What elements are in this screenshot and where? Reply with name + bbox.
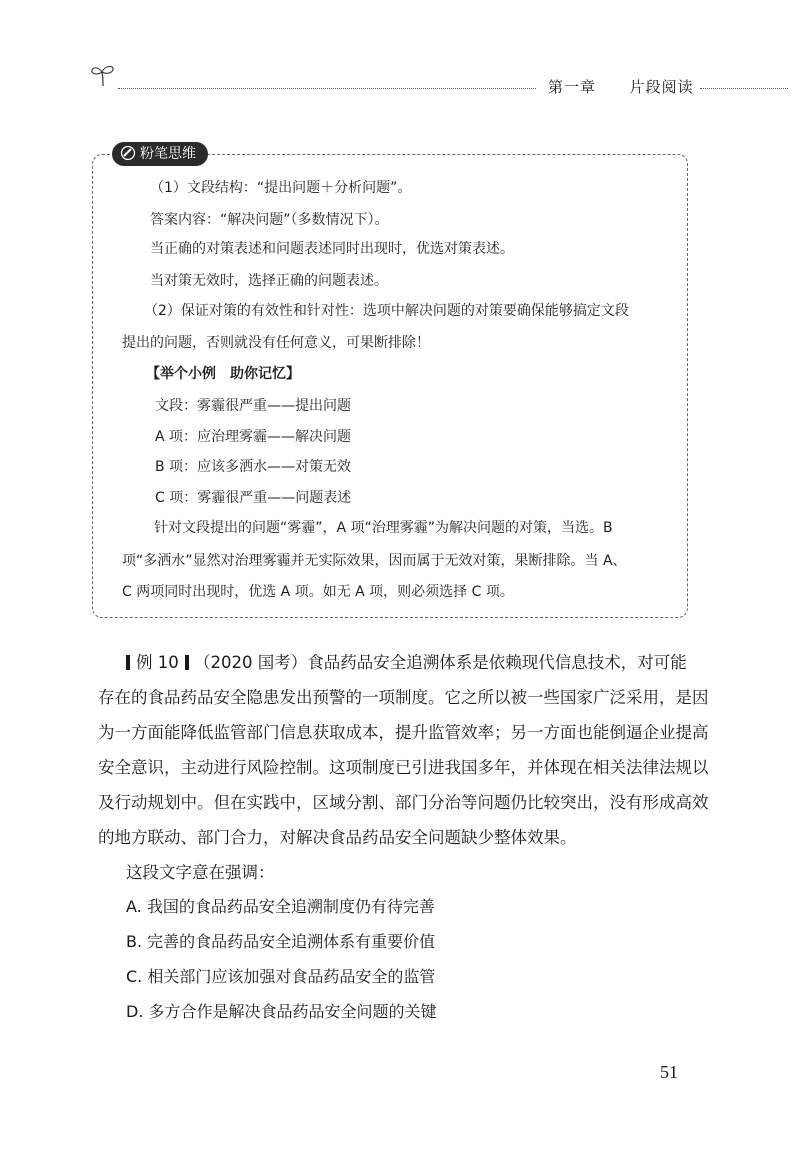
example-marker-left <box>126 655 130 670</box>
example-marker-right <box>185 655 189 670</box>
example-line: 为一方面能降低监管部门信息获取成本，提升监管效率；另一方面也能倒逼企业提高 <box>98 723 709 742</box>
section-label: 片段阅读 <box>629 78 694 96</box>
chalk-line: 文段：雾霾很严重——提出问题 <box>155 398 351 414</box>
chalk-line: （2）保证对策的有效性和针对性：选项中解决问题的对策要确保能够搞定文段 <box>144 303 629 319</box>
chalk-line: 当对策无效时，选择正确的问题表述。 <box>150 273 388 289</box>
chalk-line: C 两项同时出现时，优选 A 项。如无 A 项，则必须选择 C 项。 <box>122 584 514 600</box>
option-a: A. 我国的食品药品安全追溯制度仍有待完善 <box>126 897 435 916</box>
example-line: 存在的食品药品安全隐患发出预警的一项制度。它之所以被一些国家广泛采用，是因 <box>98 688 709 707</box>
chalk-line: 当正确的对策表述和问题表述同时出现时，优选对策表述。 <box>150 241 514 257</box>
question-prompt: 这段文字意在强调： <box>126 863 275 882</box>
chalk-line: 项“多洒水”显然对治理雾霾并无实际效果，因而属于无效对策，果断排除。当 A、 <box>122 553 627 569</box>
chalk-thinking-title: 粉笔思维 <box>140 146 196 162</box>
chalk-thinking-badge <box>112 142 208 166</box>
chalk-line: 提出的问题，否则就没有任何意义，可果断排除！ <box>122 335 430 351</box>
header-title <box>548 76 694 97</box>
example-line: 及行动规划中。但在实践中，区域分割、部门分治等问题仍比较突出，没有形成高效 <box>98 793 709 812</box>
header-rule <box>118 88 536 89</box>
example-text: （2020 国考）食品药品安全追溯体系是依赖现代信息技术，对可能 <box>194 653 687 672</box>
sprout-icon <box>88 60 118 90</box>
chalk-line: （1）文段结构：“提出问题＋分析问题”。 <box>150 180 412 196</box>
chalk-line: B 项：应该多洒水——对策无效 <box>155 459 352 475</box>
page-number: 51 <box>660 1062 678 1082</box>
example-line: 的地方联动、部门合力，对解决食品药品安全问题缺少整体效果。 <box>98 828 577 847</box>
option-c: C. 相关部门应该加强对食品药品安全的监管 <box>126 967 436 986</box>
option-b: B. 完善的食品药品安全追溯体系有重要价值 <box>126 932 436 951</box>
chalk-line: 答案内容：“解决问题”（多数情况下）。 <box>150 212 389 228</box>
chalk-line: 针对文段提出的问题“雾霾”，A 项“治理雾霾”为解决问题的对策，当选。B <box>154 520 613 536</box>
example-label: 例 10 <box>136 653 179 672</box>
example-first-line <box>126 651 687 675</box>
chalk-line: C 项：雾霾很严重——问题表述 <box>155 490 352 506</box>
chalk-icon <box>120 145 136 161</box>
chapter-label: 第一章 <box>548 78 597 96</box>
option-d: D. 多方合作是解决食品药品安全问题的关键 <box>126 1002 437 1021</box>
example-line: 安全意识，主动进行风险控制。这项制度已引进我国多年，并体现在相关法律法规以 <box>98 758 709 777</box>
header-rule-right <box>700 88 788 89</box>
chalk-line: A 项：应治理雾霾——解决问题 <box>155 429 352 445</box>
chalk-example-heading: 【举个小例 助你记忆】 <box>146 366 300 382</box>
